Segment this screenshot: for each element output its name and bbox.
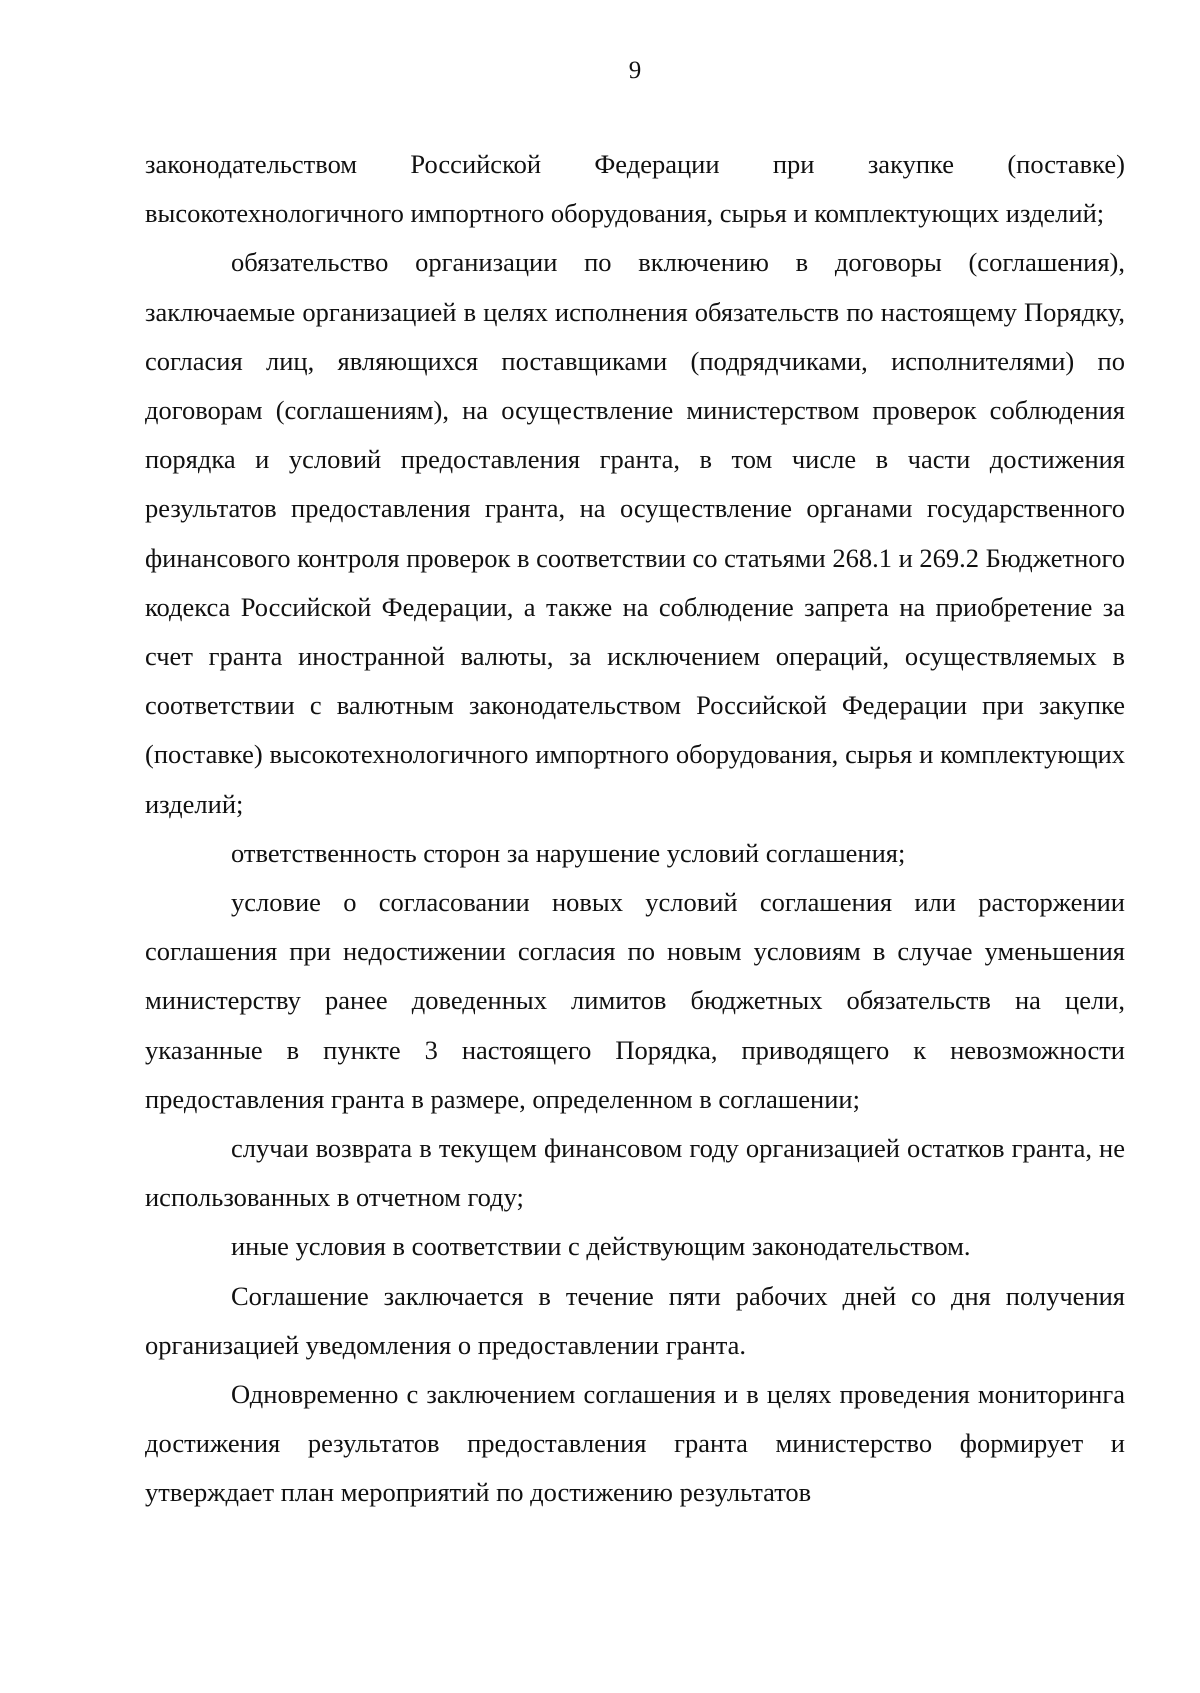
paragraph-6: иные условия в соответствии с действующим законодательством.	[231, 1231, 971, 1262]
paragraph-1: законодательством Российской Федерации при закупке (поставке) высокотехнологичного импортного оборудования, сырья и комплектующих изделий;	[145, 149, 1125, 229]
document-body	[145, 140, 1125, 1518]
paragraph-3: ответственность сторон за нарушение условий соглашения;	[231, 837, 906, 868]
paragraph-5: случаи возврата в текущем финансовом году организацией остатков гранта, не использованных в отчетном году;	[145, 1133, 1125, 1213]
paragraph-2: обязательство организации по включению в договоры (соглашения), заключаемые организацией в целях исполнения обязательств по настоящему Порядку, согласия лиц, являющихся поставщиками (подрядчиками, исполнителями) по договорам (соглашениям), на осуществление министерством проверок соблюдения порядка и условий предоставления гранта, в том числе в части достижения результатов предоставления гранта, на осуществление органами государственного финансового контроля проверок в соответствии со статьями 268.1 и 269.2 Бюджетного кодекса Российской Федерации, а также на соблюдение запрета на приобретение за счет гранта иностранной валюты, за исключением операций, осуществляемых в соответствии с валютным законодательством Российской Федерации при закупке (поставке) высокотехнологичного импортного оборудования, сырья и комплектующих изделий;	[145, 247, 1125, 819]
page-number: 9	[628, 57, 642, 84]
paragraph-7: Соглашение заключается в течение пяти рабочих дней со дня получения организацией уведомления о предоставлении гранта.	[145, 1280, 1125, 1360]
paragraph-8: Одновременно с заключением соглашения и в целях проведения мониторинга достижения результатов предоставления гранта министерство формирует и утверждает план мероприятий по достижению результатов	[145, 1379, 1125, 1508]
paragraph-4: условие о согласовании новых условий соглашения или расторжении соглашения при недостижении согласия по новым условиям в случае уменьшения министерству ранее доведенных лимитов бюджетных обязательств на цели, указанные в пункте 3 настоящего Порядка, приводящего к невозможности предоставления гранта в размере, определенном в соглашении;	[145, 887, 1125, 1114]
